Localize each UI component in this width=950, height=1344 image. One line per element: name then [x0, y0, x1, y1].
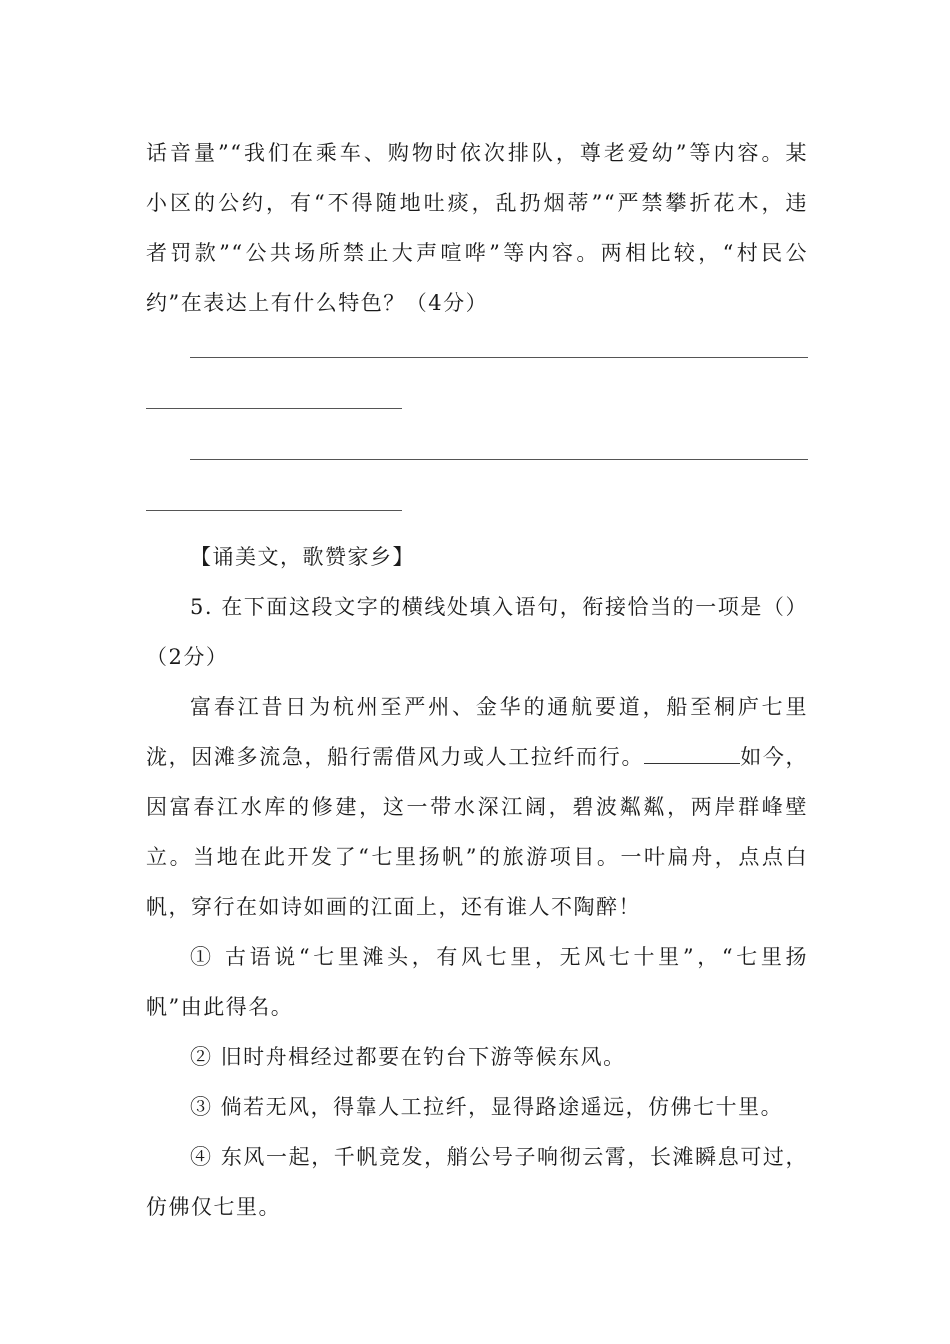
- section-title: 【诵美文，歌赞家乡】: [190, 545, 415, 569]
- passage-line-2-after: 如今，: [740, 745, 808, 769]
- question-4-line-1: 话音量”“我们在乘车、购物时依次排队，尊老爱幼”等内容。某: [146, 141, 808, 165]
- answer-line-2-continuation[interactable]: [146, 482, 808, 532]
- option-1-line-1: ① 古语说“七里滩头，有风七里，无风七十里”，“七里扬: [190, 945, 808, 969]
- option-4-line-2: 仿佛仅七里。: [146, 1195, 281, 1219]
- option-2: ② 旧时舟楫经过都要在钓台下游等候东风。: [190, 1045, 626, 1069]
- question-5-stem: 5. 在下面这段文字的横线处填入语句，衔接恰当的一项是（）: [190, 595, 808, 619]
- option-4-line-1: ④ 东风一起，千帆竞发，艄公号子响彻云霄，长滩瞬息可过，: [190, 1145, 808, 1169]
- passage-line-2: [146, 732, 808, 782]
- passage-line-4: 立。当地在此开发了“七里扬帆”的旅游项目。一叶扁舟，点点白: [146, 845, 808, 869]
- question-4-line-4: 约”在表达上有什么特色？（4分）: [146, 291, 489, 315]
- question-4-line-2: 小区的公约，有“不得随地吐痰，乱扔烟蒂”“严禁攀折花木，违: [146, 191, 808, 215]
- answer-line-2[interactable]: [146, 430, 808, 482]
- question-4-line-3: 者罚款”“公共场所禁止大声喧哗”等内容。两相比较，“村民公: [146, 241, 808, 265]
- passage-line-2-before: 泷，因滩多流急，船行需借风力或人工拉纤而行。: [146, 745, 645, 769]
- fill-in-blank[interactable]: [644, 743, 740, 764]
- passage-line-3: 因富春江水库的修建，这一带水深江阔，碧波粼粼，两岸群峰壁: [146, 795, 808, 819]
- option-3: ③ 倘若无风，得靠人工拉纤，显得路途遥远，仿佛七十里。: [190, 1095, 784, 1119]
- document-page: [146, 128, 808, 1232]
- option-1-line-2: 帆”由此得名。: [146, 995, 294, 1019]
- passage-line-5: 帆，穿行在如诗如画的江面上，还有谁人不陶醉！: [146, 895, 641, 919]
- answer-line-1-continuation[interactable]: [146, 380, 808, 430]
- answer-line-1[interactable]: [146, 328, 808, 380]
- question-5-score: （2分）: [146, 645, 229, 669]
- passage-line-1: 富春江昔日为杭州至严州、金华的通航要道，船至桐庐七里: [190, 695, 808, 719]
